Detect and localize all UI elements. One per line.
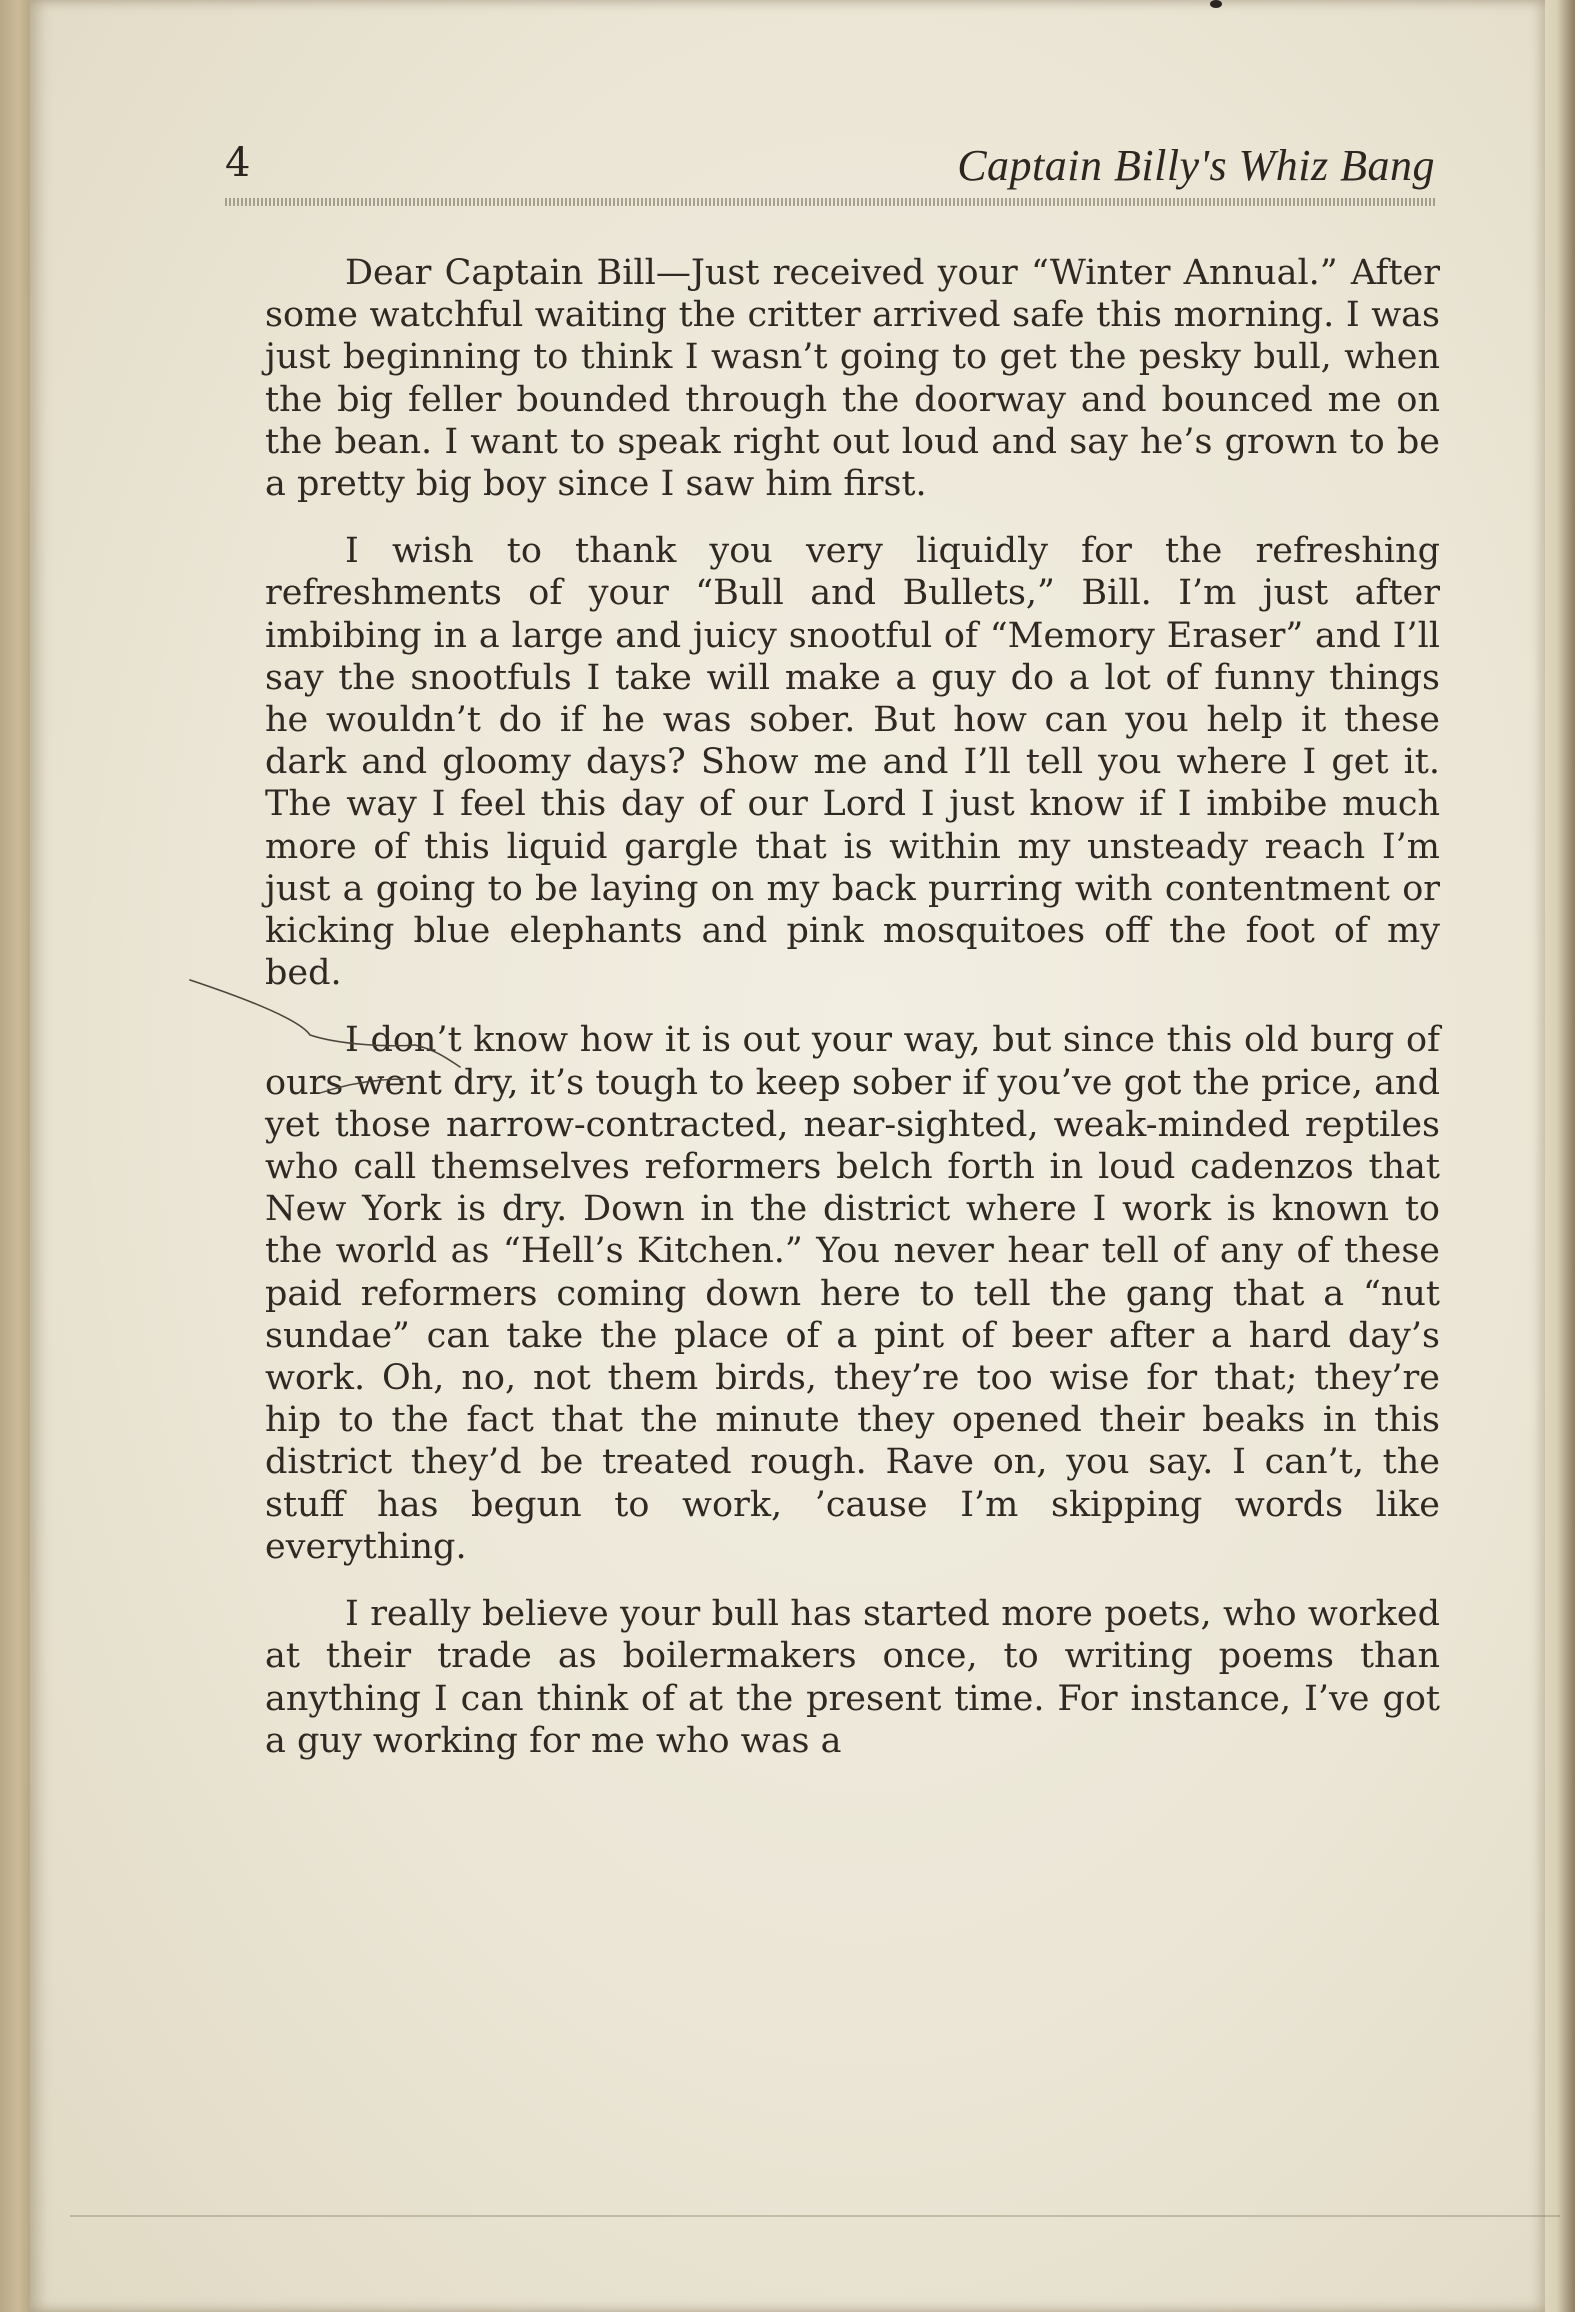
paragraph: I don’t know how it is out your way, but since this old burg of ours went dry, it’s tough to keep sober if you’ve got the price, and yet those narrow-contracted, near-sighted, weak-minded reptiles who call themselves reformers belch forth in loud cadenzos that New York is dry. Down in the district where I work is known to the world as “Hell’s Kitchen.” You never hear tell of any of these paid reformers coming down here to tell the gang that a “nut sundae” can take the place of a pint of beer after a hard day’s work. Oh, no, not them birds, they’re too wise for that; they’re hip to the fact that the minute they opened their beaks in this district they’d be treated rough. Rave on, you say. I can’t, the stuff has begun to work, ’cause I’m skipping words like everything. bbox=[265, 1020, 1440, 1567]
running-title: Captain Billy's Whiz Bang bbox=[957, 141, 1435, 190]
ink-spot bbox=[1210, 0, 1222, 8]
paragraph: I wish to thank you very liquidly for the refreshing refreshments of your “Bull and Bullets,” Bill. I’m just after imbibing in a large and juicy snootful of “Memory Eraser” and I’ll say the snootfuls I take will make a guy do a lot of funny things he wouldn’t do if he was sober. But how can you help it these dark and gloomy days? Show me and I’ll tell you where I get it. The way I feel this day of our Lord I just know if I imbibe much more of this liquid gargle that is within my unsteady reach I’m just a going to be laying on my back purring with contentment or kicking blue elephants and pink mosquitoes off the foot of my bed. bbox=[265, 531, 1440, 994]
pencil-annotation bbox=[190, 975, 490, 1095]
pencil-line bbox=[190, 980, 460, 1067]
page-header bbox=[225, 140, 1435, 200]
paragraph: Dear Captain Bill—Just received your “Winter Annual.” After some watchful waiting the critter arrived safe this morning. I was just beginning to think I wasn’t going to get the pesky bull, when the big feller bounded through the doorway and bounced me on the bean. I want to speak right out loud and say he’s grown to be a pretty big boy since I saw him first. bbox=[265, 253, 1440, 505]
pencil-underline bbox=[320, 1079, 405, 1093]
page-number: 4 bbox=[225, 140, 251, 186]
header-rule bbox=[225, 198, 1435, 206]
paragraph: I really believe your bull has started more poets, who worked at their trade as boilermakers once, to writing poems than anything I can think of at the present time. For instance, I’ve got a guy working for me who was a bbox=[265, 1594, 1440, 1761]
magazine-page bbox=[30, 0, 1545, 2312]
page-crease bbox=[70, 2215, 1560, 2217]
